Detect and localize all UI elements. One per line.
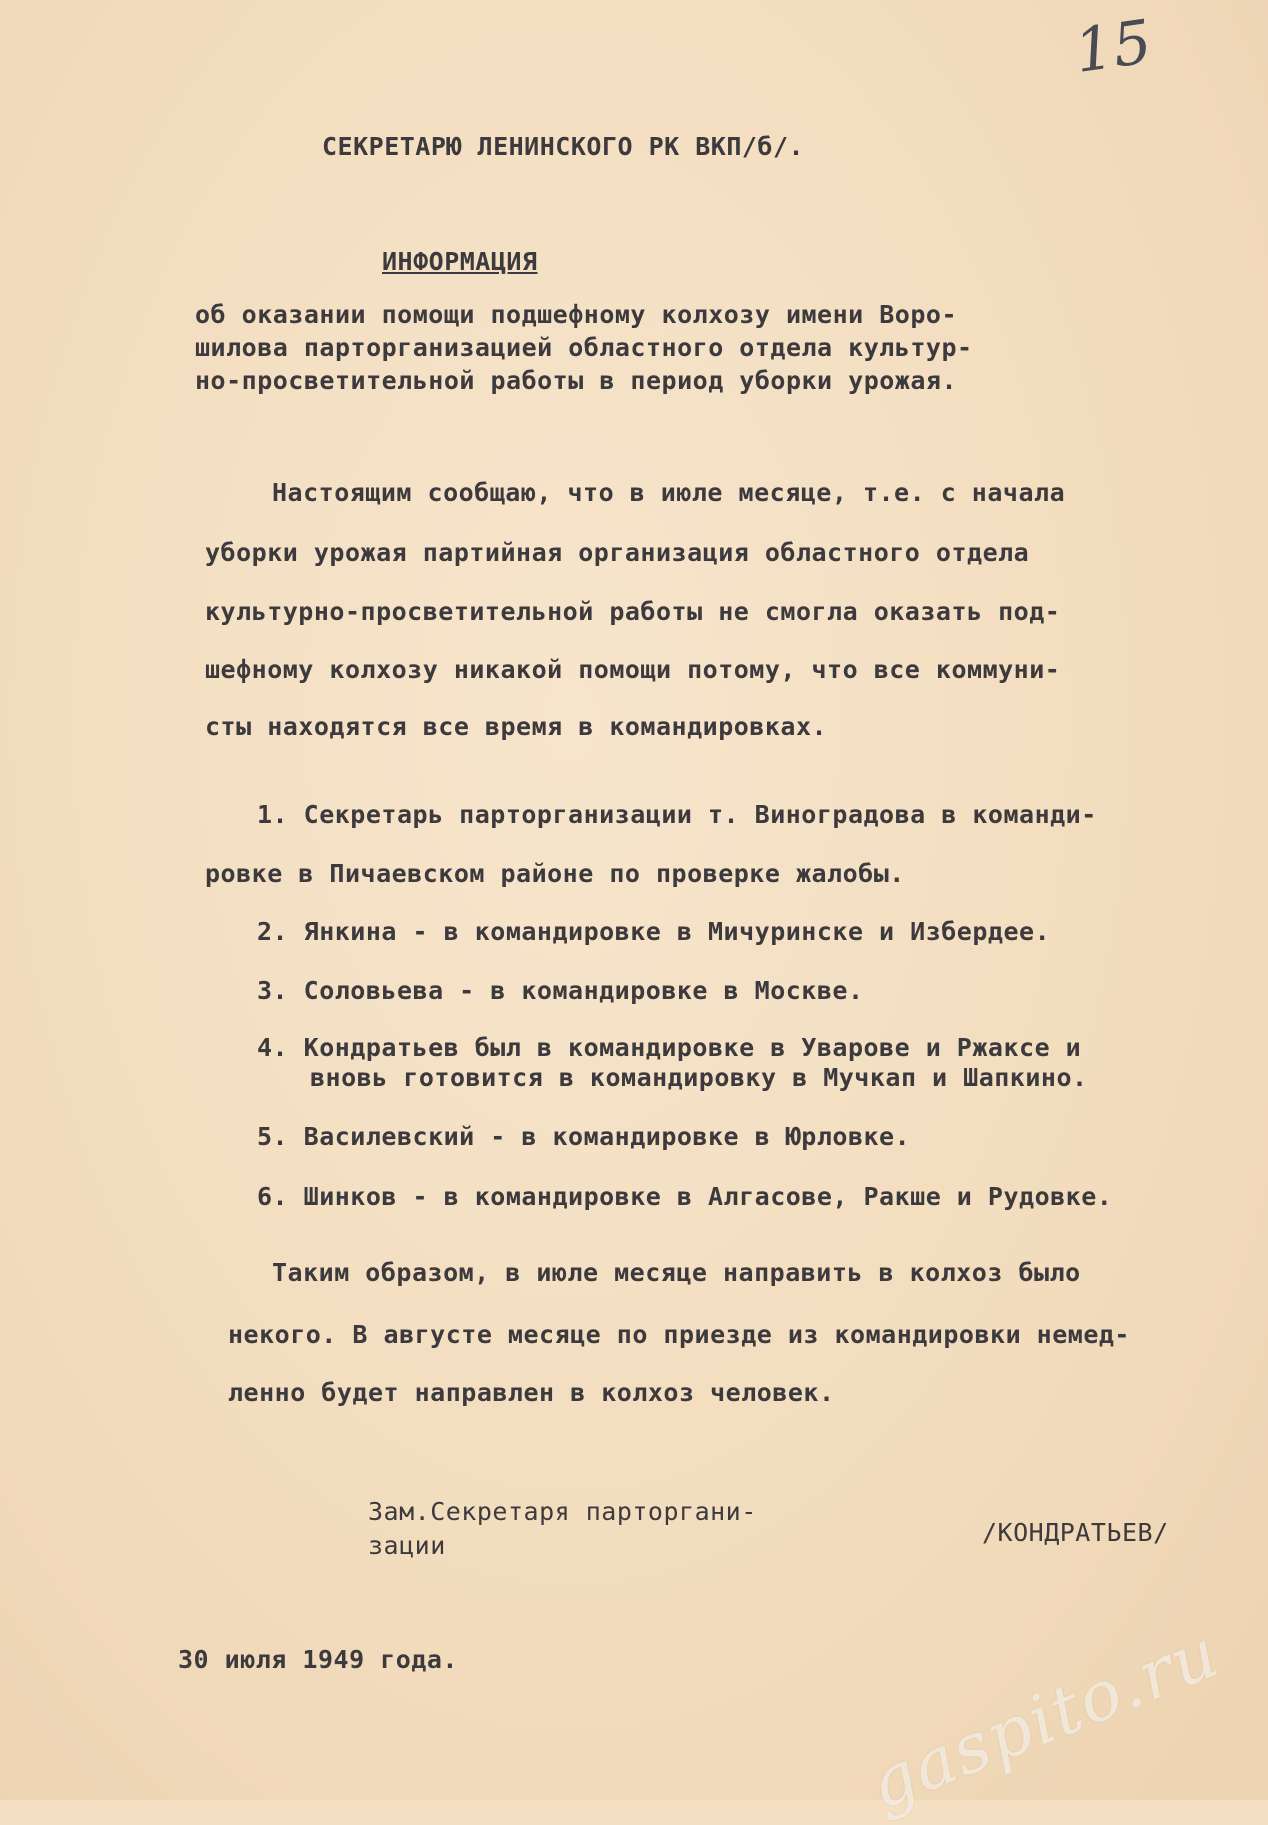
list-item: 4. Кондратьев был в командировке в Уварове и Ржаксе и bbox=[257, 1033, 1082, 1062]
signature-position: Зам.Секретаря парторгани- bbox=[368, 1497, 757, 1526]
paragraph-line: сты находятся все время в командировках. bbox=[205, 712, 828, 741]
signature-position: зации bbox=[368, 1531, 446, 1560]
subject-line: об оказании помощи подшефному колхозу имени Воро- bbox=[195, 300, 958, 329]
document-title: ИНФОРМАЦИЯ bbox=[382, 247, 538, 276]
list-item: 5. Василевский - в командировке в Юрловке. bbox=[257, 1122, 911, 1151]
paragraph-line: ленно будет направлен в колхоз человек. bbox=[228, 1378, 835, 1407]
page-number: 15 bbox=[1070, 7, 1156, 87]
paragraph-line: Таким образом, в июле месяце направить в колхоз было bbox=[272, 1258, 1081, 1287]
paragraph-line: уборки урожая партийная организация областного отдела bbox=[205, 538, 1030, 567]
paragraph-line: некого. В августе месяце по приезде из командировки немед- bbox=[228, 1320, 1130, 1349]
watermark: gaspito.ru bbox=[858, 1613, 1231, 1825]
paragraph-line: шефному колхозу никакой помощи потому, что все коммуни- bbox=[205, 655, 1061, 684]
list-item: 6. Шинков - в командировке в Алгасове, Ракше и Рудовке. bbox=[257, 1182, 1113, 1211]
subject-line: шилова парторганизацией областного отдела культур- bbox=[195, 333, 973, 362]
paragraph-line: культурно-просветительной работы не смогла оказать под- bbox=[205, 597, 1061, 626]
addressee: СЕКРЕТАРЮ ЛЕНИНСКОГО РК ВКП/б/. bbox=[322, 132, 805, 161]
list-item: ровке в Пичаевском районе по проверке жалобы. bbox=[205, 859, 905, 888]
document-date: 30 июля 1949 года. bbox=[178, 1645, 458, 1674]
list-item: 3. Соловьева - в командировке в Москве. bbox=[257, 976, 864, 1005]
list-item: 2. Янкина - в командировке в Мичуринске и Избердее. bbox=[257, 917, 1051, 946]
list-item: вновь готовится в командировку в Мучкап и Шапкино. bbox=[310, 1063, 1088, 1092]
list-item: 1. Секретарь парторганизации т. Виноградова в команди- bbox=[257, 800, 1097, 829]
paragraph-line: Настоящим сообщаю, что в июле месяце, т.е. с начала bbox=[272, 478, 1066, 507]
signature-name: /КОНДРАТЬЕВ/ bbox=[982, 1518, 1169, 1547]
subject-line: но-просветительной работы в период уборки урожая. bbox=[195, 366, 958, 395]
